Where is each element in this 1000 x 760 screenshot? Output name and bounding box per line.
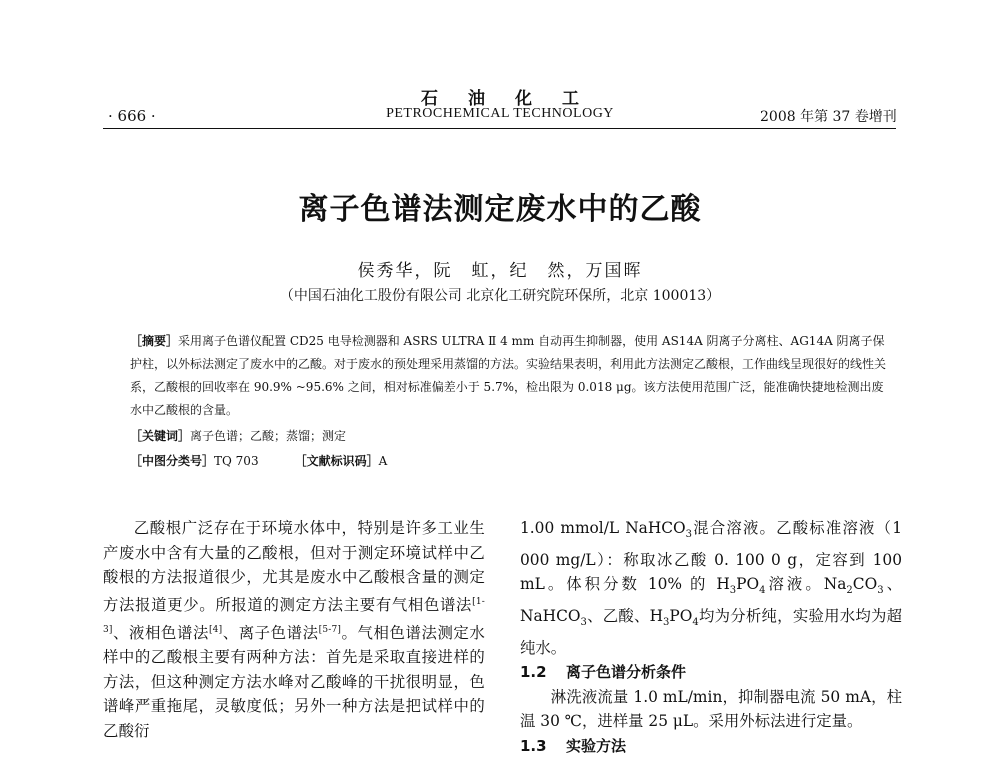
header-rule: [103, 128, 896, 129]
classification: [130, 452, 387, 469]
doc-code-value: A: [378, 454, 388, 468]
abstract-text: 采用离子色谱仪配置 CD25 电导检测器和 ASRS ULTRA Ⅱ 4 mm 自动再生抑制器，使用 AS14A 阴离子分离柱、AG14A 阴离子保护柱，以外标法测定了废水中的乙酸。对于废水的预处理采用蒸馏的方法。实验结果表明，利用此方法测定乙酸根，工作曲线呈现很好的线性关系，乙酸根的回收率在 90.9% ~95.6% 之间，相对标准偏差小于 5.7%，检出限为 0.018 μg。该方法使用范围广泛，能准确快捷地检测出废水中乙酸根的含量。: [130, 334, 887, 417]
citation-ref: [1-3]: [103, 596, 485, 635]
abstract-label: ［摘要］: [130, 334, 179, 348]
issue-label: 2008 年第 37 卷增刊: [760, 109, 897, 125]
journal-name-en: PETROCHEMICAL TECHNOLOGY: [386, 106, 614, 121]
clc-value: TQ 703: [214, 454, 259, 468]
clc-label: ［中图分类号］: [130, 454, 215, 468]
journal-name-cn: 石油化工: [421, 89, 609, 109]
keywords-label: ［关键词］: [130, 429, 191, 443]
authors: 侯秀华，阮 虹，纪 然，万国晖: [357, 261, 643, 281]
keywords: [130, 427, 346, 444]
section-heading-1-3: 1.3 实验方法: [520, 736, 627, 755]
citation-ref: [4]: [208, 624, 223, 635]
keywords-text: 离子色谱；乙酸；蒸馏；测定: [190, 429, 347, 443]
affiliation: （中国石油化工股份有限公司 北京化工研究院环保所，北京 100013）: [279, 288, 721, 304]
citation-ref: [5-7]: [318, 624, 342, 635]
intro-paragraph: 乙酸根广泛存在于环境水体中，特别是许多工业生产废水中含有大量的乙酸根，但对于测定环境试样中乙酸根的方法报道很少，尤其是废水中乙酸根含量的测定方法报道更少。所报道的测定方法主要有气相色谱法[1-3]、液相色谱法[4]、离子色谱法[5-7]。气相色谱法测定水样中的乙酸根主要有两种方法：首先是采取直接进样的方法，但这种测定方法水峰对乙酸峰的干扰很明显，色谱峰严重拖尾，灵敏度低；另外一种方法是把试样中的乙酸衍: [103, 519, 486, 740]
abstract: [130, 330, 890, 422]
section-heading-1-2: 1.2 离子色谱分析条件: [520, 663, 687, 682]
body-column-left: [103, 516, 485, 744]
article-title: 离子色谱法测定废水中的乙酸: [298, 192, 702, 227]
doc-code-label: ［文献标识码］: [294, 454, 379, 468]
page-number: · 666 ·: [108, 107, 156, 125]
conditions-paragraph: 淋洗液流量 1.0 mL/min，抑制器电流 50 mA，柱温 30 ℃，进样量 25 μL。采用外标法进行定量。: [520, 687, 902, 731]
reagents-paragraph: 1.00 mmol/L NaHCO$_3$混合溶液。乙酸标准溶液（1 000 mg/L）：称取冰乙酸 0. 100 0 g，定容到 100 mL。体积分数 10% 的 $H_3PO_4$溶液。$Na_2CO_3$、NaHCO$_3$、乙酸、$H_3PO_4$均为分析纯，实验用水均为超纯水。: [520, 519, 902, 657]
body-column-right: [520, 516, 902, 759]
